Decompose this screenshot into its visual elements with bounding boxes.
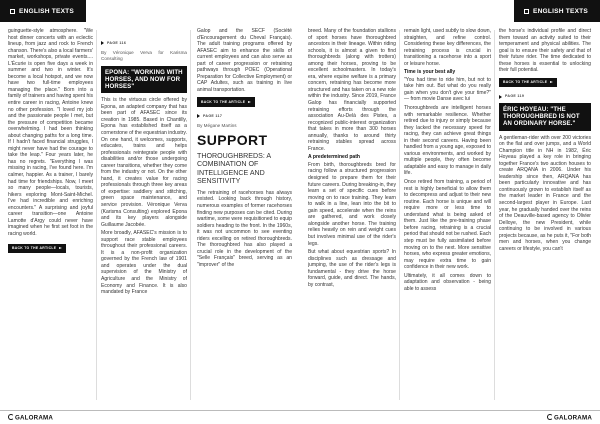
right-col-2 <box>404 28 491 406</box>
column-divider <box>399 30 400 400</box>
paragraph: A gentleman-rider with over 200 victories on the flat and over jumps, and a World Champion title in NH in 1982, Éric Hoyeau played a key role in bringing together France's two auction houses to create ARQANA in 2006. Under his leadership since then, ARQANA has been particularly innovative and has continuously grown to establish itself as the market leader in France and the second-largest player in Europe. Last year, he gradually handed over the reins of the Deauville-based agency to Olivier Delloye, the new President, while continuing to be involved in various projects because, as he puts it, "For both men and horses, when you change careers or lifestyle, you can't <box>499 134 591 252</box>
article-title-box: EPONA: "WORKING WITH HORSES, AND NOW FOR HORSES" <box>101 66 187 94</box>
page-label: PAGE 119 <box>499 93 591 100</box>
page-label: PAGE 116 <box>101 40 187 47</box>
paragraph: This is the virtuous circle offered by Epona, an adapted company that has been part of AFASEC since its creation in 1985. Based in Chantilly, Epona has established itself as a cornerstone of the equestrian industry. On one hand, it welcomes, supports, educates, trains and helps professionals reintegrate people with disabilities and/or those undergoing career transitions, whether they come from the industry or not. On the other hand, it creates value for racing professionals through three key areas of expertise: saddlery and stitching, green space maintenance, and service provision. Véronique Verva (Karisma Consulting) explored Epona and its key players alongside Guillaume Jacobée. <box>101 97 187 228</box>
paragraph: the horse's individual profile and direct them toward an activity suited to their temperament and physical abilities. The goal is to ensure their safety and that of their future rider. The time dedicated to these horses is essential to unlocking their full potential. <box>499 28 591 74</box>
galorama-logo: GALORAMA <box>8 414 53 422</box>
paragraph: Galop and the SECF (Société d'Encouragement du Cheval Français). The adult training programs offered by AFASEC aim to enhance the skills of current employees and can also serve as part of career progression or retraining pathways through POEC (Operational Preparation for Collective Employment) or CAP Adultes, such as training in live animal transportation. <box>197 28 292 93</box>
column-divider <box>96 30 97 400</box>
arrow-right-icon <box>248 101 251 103</box>
column-divider <box>494 30 495 400</box>
column-divider <box>190 30 191 400</box>
right-page <box>300 0 600 424</box>
galorama-logo: GALORAMA <box>547 414 592 422</box>
back-to-article-button[interactable]: BACK TO THE ARTICLE <box>8 244 66 254</box>
paragraph: guinguette-style atmosphere. "We host dinner concerts with an eclectic lineup, from jazz and rock to French chanson. There's also a local farmers' market, workshops, private events.... L'Écurie is open five days a week in summer and two in winter. It's become a local hotspot, and we now have two full-time employees managing the place." Born into a family of trainers and having spent his entire career in racing, Antoine knew no other profession. "I loved my job and the passionate people I met, but the pressure of competition became overwhelming. I had been thinking about changing paths for a long time. If I hadn't faced financial struggles, I might never have had the courage to take the leap." Four years later, he has no regrets. "Everything I was missing in racing, I've found here. I'm calmer, happier. As a trainer, I barely had time for friendships. Now, I meet so many people—locals, tourists, hikers exploring Mont-Saint-Michel. I've had incredible and enriching encounters." A surprising and joyful career transition—one Antoine Lamotte d'Argy could never have imagined when he first set foot in the racing world. <box>8 28 93 237</box>
section-title: SUPPORT <box>197 132 268 149</box>
triangle-icon <box>499 95 502 99</box>
section-tab-label: ENGLISH TEXTS <box>533 7 588 15</box>
paragraph: But what about equestrian sports? In disciplines such as dressage and jumping, the use of the rider's legs is fundamental - they drive the horse forward, guide, and direct. The hands, by contrast, <box>308 249 396 288</box>
paragraph: remain light, used subtly to slow down, straighten, and refine control. Considering these key differences, the retraining process is crucial in transitioning a racehorse into a sport or leisure horse. <box>404 28 491 67</box>
section-tab-right <box>514 0 600 22</box>
paragraph: More broadly, AFASEC's mission is to support race stable employees throughout their professional careers. It is a non-profit organization governed by the French law of 1901 and operates under the dual supervision of the Ministry of Agriculture and the Ministry of Economy and Finance. It is also mandated by France <box>101 230 187 296</box>
paragraph: The retraining of racehorses has always existed. Looking back through history, numerous examples of former racehorses finding new purposes can be cited. During wartime, some were requisitioned to equip soldiers heading to the front. In the 1960s, it was not uncommon to see eventing riders excelling on retired thoroughbreds. The thoroughbred has also played a crucial role in the development of the "Selle Français" breed, serving as an "improver" of the <box>197 189 292 268</box>
paragraph: Once retired from training, a period of rest is highly beneficial to allow them to decompress and adjust to their new routine. Each horse is unique and will require more or less time to understand what is being asked of them. Just like the pre-training phase before racing, retraining is a crucial period that should not be rushed. Each step must be fully assimilated before moving on to the next. More sensitive horses, who express greater emotions, may require extra time to gain confidence in their new work. <box>404 179 491 271</box>
left-col-2 <box>101 40 187 406</box>
left-col-3 <box>197 28 292 406</box>
paragraph: Ultimately, it all comes down to adaptation and observation - being able to assess <box>404 272 491 292</box>
page-label: PAGE 117 <box>197 113 292 120</box>
triangle-icon <box>101 41 104 45</box>
back-to-article-button[interactable]: BACK TO THE ARTICLE <box>499 78 557 88</box>
paragraph: Thoroughbreds are intelligent horses with remarkable resilience. Whether retired due to injury or simply because they lacked the necessary speed for racing, they can achieve great things in their second careers. Having been handled from a young age, exposed to various environments, and worked by multiple people, they often become adaptable and easy to manage in daily life. <box>404 105 491 177</box>
quote: "You had time to ride him, but not to take him out. But what do you really gain when you don't give your time?" — from movie Danse avec lui <box>404 76 491 103</box>
square-icon <box>524 9 529 14</box>
arrow-right-icon <box>550 81 553 83</box>
triangle-icon <box>197 114 200 118</box>
logo-mark-icon <box>547 414 553 420</box>
logo-mark-icon <box>8 414 14 420</box>
arrow-right-icon <box>59 247 62 249</box>
subheading: Time is your best ally <box>404 69 456 76</box>
article-title-box: ÉRIC HOYEAU: "THE THOROUGHBRED IS NOT AN ORDINARY HORSE." <box>499 103 591 131</box>
subheading: A predetermined path <box>308 154 360 161</box>
section-tab-left <box>0 0 86 22</box>
article-subtitle: THOROUGHBREDS: A COMBINATION OF INTELLIGENCE AND SENSITIVITY <box>197 152 271 185</box>
paragraph: breed. Many of the foundation stallions of sport horses have thoroughbred ancestors in their lineage. Within riding schools, it is almost a given to find thoroughbreds (along with trotters) among their horses, proving to be excellent schoolmasters. In today's era, where equine welfare is a primary concern, retraining has become more structured and has taken on a new role within the industry. Since 2019, France Galop has financially supported retraining efforts through the association Au-Delà des Pistes, a recognized public-interest organization that takes in more than 300 horses annually, thanks to around thirty retraining stables spread across France. <box>308 28 396 152</box>
byline: By Mégane Martins <box>197 122 237 128</box>
right-col-1 <box>308 28 396 406</box>
square-icon <box>10 9 15 14</box>
left-col-1 <box>8 28 93 404</box>
section-tab-label: ENGLISH TEXTS <box>19 7 74 15</box>
byline: By Véronique Verva for Karisma Consulting <box>101 49 187 62</box>
right-col-3 <box>499 28 591 406</box>
paragraph: From birth, thoroughbreds bred for racing follow a structured progression designed to prepare them for their future careers. During breaking-in, they learn a set of specific cues before moving on to race training. They learn to walk in a line, lean into the bit to gain speed, accelerate when the reins are gathered, and work closely alongside another horse. The training relies heavily on rein and weight cues but involves minimal use of the rider's legs. <box>308 161 396 247</box>
back-to-article-button[interactable]: BACK TO THE ARTICLE <box>197 97 255 107</box>
